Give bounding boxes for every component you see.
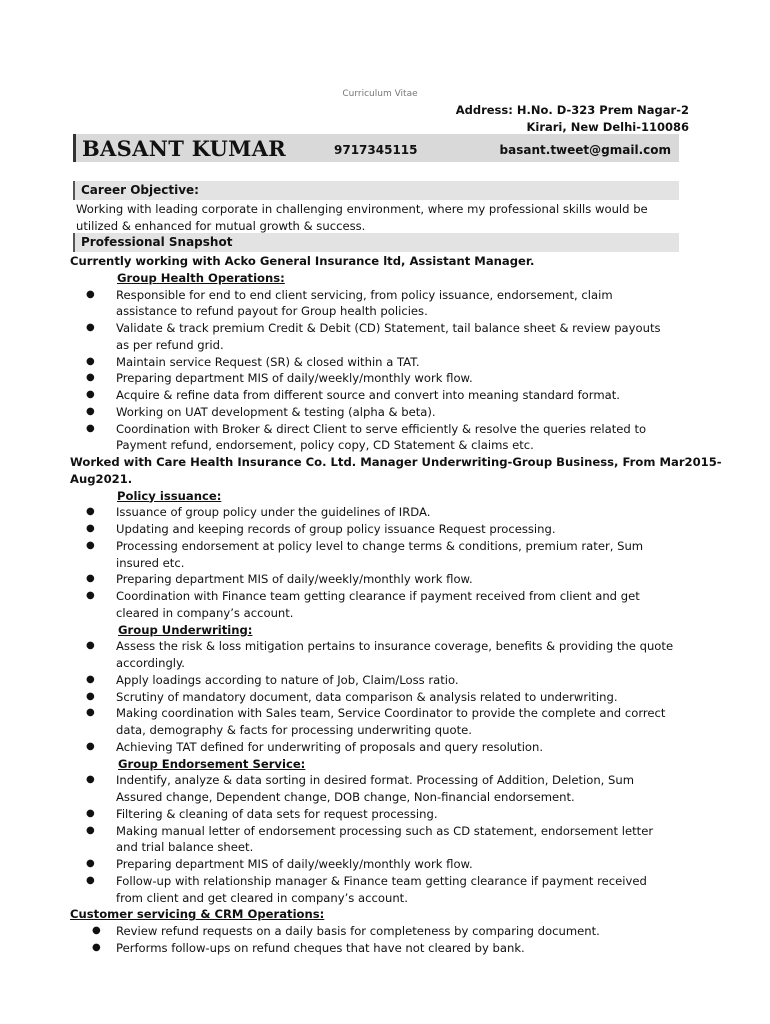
bullet-text [116,873,680,907]
customer-servicing-list [70,923,680,957]
bullet-item [70,739,680,756]
bullet-icon: ● [86,590,95,601]
bullet-icon: ● [86,355,95,367]
group-endorsement-list [70,772,680,906]
address-block [456,102,689,136]
bullet-item [70,772,680,806]
bullet-text-line: Achieving TAT defined for underwriting of proposals and query resolution. [116,739,544,754]
bullet-text-line: from client and get cleared in company’s account. [116,890,408,905]
bullet-icon: ● [86,673,95,685]
bullet-item [70,923,680,940]
snapshot-content [70,253,722,957]
bullet-item [70,823,680,857]
career-objective-heading: Career Objective: [73,181,679,200]
bullet-text-line: Performs follow-ups on refund cheques that have not cleared by bank. [116,940,525,955]
bullet-item [70,873,680,907]
previous-job-line: Worked with Care Health Insurance Co. Ltd. Manager Underwriting-Group Business, From Mar2015- [70,455,722,469]
bullet-icon: ● [86,807,95,819]
bullet-text [116,538,680,572]
bullet-text-line: Follow-up with relationship manager & Finance team getting clearance if payment received [116,873,647,888]
bullet-text [116,806,680,823]
bullet-text-line: Scrutiny of mandatory document, data comparison & analysis related to underwriting. [116,689,618,704]
bullet-icon: ● [86,372,95,384]
objective-line: Working with leading corporate in challenging environment, where my professional skills would be [76,202,648,216]
policy-issuance-list [70,504,680,621]
bullet-text [116,856,680,873]
address-line-2: Kirari, New Delhi-110086 [526,120,689,134]
bullet-text-line: Making manual letter of endorsement processing such as CD statement, endorsement letter [116,823,654,838]
bullet-text-line: Assured change, Dependent change, DOB change, Non-financial endorsement. [116,790,575,804]
bullet-text-line: insured etc. [116,555,185,570]
bullet-icon: ● [86,740,95,752]
policy-issuance-heading: Policy issuance: [117,488,222,503]
bullet-text [116,940,680,957]
group-underwriting-list [70,638,680,755]
bullet-text-line: and trial balance sheet. [116,840,254,855]
bullet-item [70,320,680,354]
bullet-item [70,404,680,421]
name-bar [73,134,679,162]
bullet-item [70,571,680,588]
bullet-icon: ● [86,405,95,417]
current-job: Currently working with Acko General Insurance ltd, Assistant Manager. [70,254,535,268]
professional-snapshot-heading: Professional Snapshot [73,233,679,252]
career-objective-text [76,201,676,234]
bullet-icon: ● [86,707,95,719]
bullet-text-line: accordingly. [116,656,185,670]
bullet-text-line: Coordination with Finance team getting clearance if payment received from client and get [116,589,640,603]
cv-title: Curriculum Vitae [342,89,418,99]
bullet-icon: ● [92,925,101,936]
bullet-item [70,672,680,689]
bullet-text-line: Review refund requests on a daily basis for completeness by comparing document. [116,924,600,938]
group-endorsement-heading: Group Endorsement Service: [118,756,306,771]
bullet-icon: ● [86,539,95,551]
bullet-item [70,638,680,672]
bullet-text [116,287,680,321]
bullet-text-line: Filtering & cleaning of data sets for request processing. [116,806,438,821]
bullet-item [70,705,680,739]
bullet-icon: ● [86,824,95,836]
bullet-text-line: data, demography & facts for processing underwriting quote. [116,723,472,737]
bullet-text-line: Issuance of group policy under the guidelines of IRDA. [116,505,431,520]
bullet-item [70,689,680,706]
bullet-text [116,705,680,739]
bullet-item [70,387,680,404]
bullet-text [116,370,680,387]
bullet-item [70,806,680,823]
group-health-heading: Group Health Operations: [117,270,285,285]
bullet-text [116,672,680,689]
objective-line: utilized & enhanced for mutual growth & success. [76,218,366,233]
bullet-text-line: Acquire & refine data from different source and convert into meaning standard format. [116,388,620,402]
bullet-icon: ● [92,941,101,953]
bullet-text-line: Preparing department MIS of daily/weekly/monthly work flow. [116,371,473,386]
phone-number: 9717345115 [334,143,418,157]
bullet-text-line: Coordination with Broker & direct Client to serve efficiently & resolve the queries related to [116,421,647,436]
bullet-text [116,923,680,940]
bullet-icon: ● [86,690,95,702]
bullet-text-line: Processing endorsement at policy level to change terms & conditions, premium rater, Sum [116,538,644,553]
bullet-icon: ● [86,640,95,652]
bullet-text [116,504,680,521]
bullet-text [116,354,680,371]
bullet-icon: ● [86,774,95,786]
bullet-text-line: Apply loadings according to nature of Job, Claim/Loss ratio. [116,672,459,687]
bullet-icon: ● [86,874,95,886]
bullet-text-line: Assess the risk & loss mitigation pertains to insurance coverage, benefits & providing the quote [116,639,674,654]
bullet-text [116,571,680,588]
bullet-text [116,689,680,706]
bullet-item [70,287,680,321]
address-line-1: Address: H.No. D-323 Prem Nagar-2 [455,103,689,117]
bullet-text-line: Making coordination with Sales team, Service Coordinator to provide the complete and correct [116,706,666,721]
bullet-text-line: Indentify, analyze & data sorting in desired format. Processing of Addition, Deletion, Sum [116,773,635,788]
bullet-icon: ● [86,506,95,518]
bullet-item [70,421,680,455]
bullet-text-line: Responsible for end to end client servicing, from policy issuance, endorsement, claim [116,287,613,302]
bullet-item [70,588,680,622]
bullet-text [116,739,680,756]
previous-job-line: Aug2021. [70,471,133,486]
group-underwriting-heading: Group Underwriting: [118,622,253,637]
bullet-icon: ● [86,389,95,400]
customer-servicing-heading: Customer servicing & CRM Operations: [70,907,325,922]
bullet-icon: ● [86,322,95,333]
bullet-text-line: as per refund grid. [116,337,224,352]
bullet-icon: ● [86,288,95,300]
bullet-item [70,354,680,371]
bullet-text [116,320,680,354]
bullet-icon: ● [86,573,95,585]
bullet-text-line: assistance to refund payout for Group health policies. [116,304,428,319]
bullet-item [70,856,680,873]
bullet-text-line: Working on UAT development & testing (alpha & beta). [116,404,436,419]
bullet-icon: ● [86,422,95,434]
bullet-item [70,504,680,521]
bullet-text [116,421,680,455]
bullet-item [70,521,680,538]
bullet-text [116,772,680,806]
bullet-text-line: Payment refund, endorsement, policy copy, CD Statement & claims etc. [116,438,534,453]
bullet-text-line: Preparing department MIS of daily/weekly/monthly work flow. [116,572,473,587]
bullet-item [70,370,680,387]
bullet-icon: ● [86,858,95,869]
bullet-text [116,387,680,404]
bullet-text [116,823,680,857]
bullet-text [116,638,680,672]
bullet-item [70,538,680,572]
email-address: basant.tweet@gmail.com [499,143,671,157]
bullet-text [116,521,680,538]
bullet-icon: ● [86,523,95,534]
bullet-text-line: Validate & track premium Credit & Debit (CD) Statement, tail balance sheet & review payouts [116,321,661,335]
bullet-text-line: Preparing department MIS of daily/weekly/monthly work flow. [116,857,473,871]
group-health-list [70,287,680,455]
bullet-text [116,404,680,421]
bullet-text-line: Maintain service Request (SR) & closed within a TAT. [116,354,420,369]
bullet-text-line: cleared in company’s account. [116,605,294,620]
bullet-item [70,940,680,957]
bullet-text-line: Updating and keeping records of group policy issuance Request processing. [116,522,556,536]
bullet-text [116,588,680,622]
candidate-name: BASANT KUMAR [82,136,287,161]
